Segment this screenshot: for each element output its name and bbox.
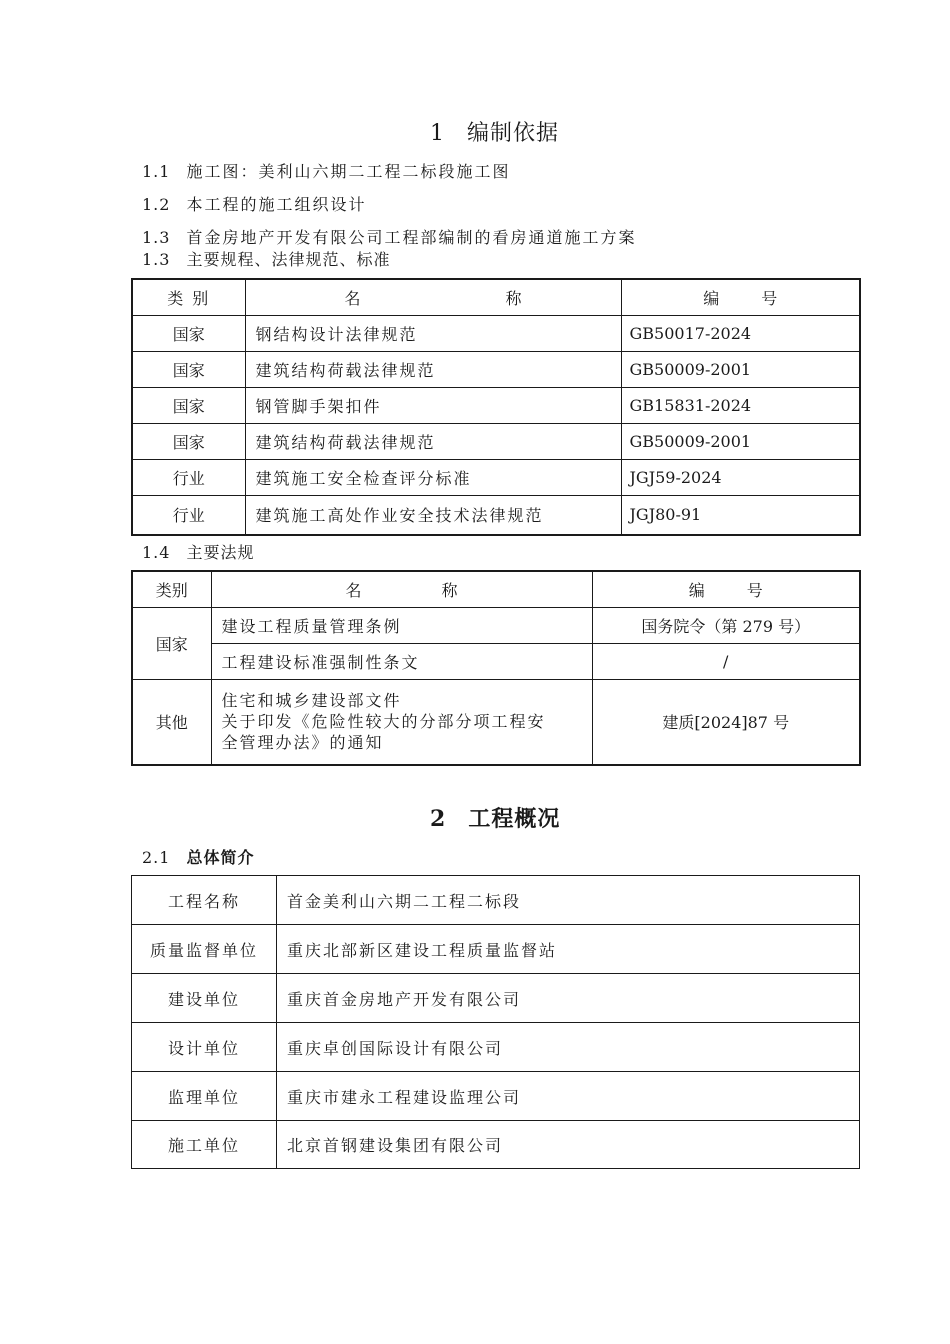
table-row (132, 925, 860, 974)
row-category: 行业 (132, 495, 245, 535)
table-row (132, 459, 860, 495)
name-line: 全管理办法》的通知 (221, 733, 384, 753)
section-number: 1 (430, 121, 445, 146)
table-row (132, 351, 860, 387)
table-header-row (132, 279, 860, 315)
name-line: 住宅和城乡建设部文件 (221, 691, 402, 711)
standards-table (131, 278, 861, 536)
section-title: 工程概况 (468, 806, 561, 832)
row-value: 北京首钢建设集团有限公司 (277, 1121, 860, 1169)
header-category: 类别 (132, 571, 211, 607)
row-category: 行业 (132, 459, 245, 495)
row-code: / (592, 643, 860, 679)
table-row (132, 876, 860, 925)
row-code: GB50017-2024 (621, 315, 860, 351)
header-code-part2: 号 (761, 288, 778, 308)
row-label: 施工单位 (132, 1121, 277, 1169)
table-row (132, 495, 860, 535)
row-name: 建筑施工高处作业安全技术法律规范 (245, 495, 621, 535)
header-name (245, 279, 621, 315)
row-code: GB50009-2001 (621, 423, 860, 459)
row-label: 质量监督单位 (132, 925, 277, 974)
section-2-heading (430, 802, 560, 833)
header-name-part1: 名 (344, 288, 361, 308)
table-row (132, 607, 860, 643)
row-name: 建筑施工安全检查评分标准 (245, 459, 621, 495)
row-label: 设计单位 (132, 1023, 277, 1072)
subsection-number: 1.4 (142, 543, 171, 562)
row-label: 建设单位 (132, 974, 277, 1023)
row-name: 建筑结构荷载法律规范 (245, 423, 621, 459)
section-number: 2 (430, 806, 447, 832)
header-code-part1: 编 (688, 580, 705, 600)
row-name: 钢结构设计法律规范 (245, 315, 621, 351)
header-name-part2: 称 (441, 580, 458, 600)
regulations-table (131, 570, 861, 766)
row-category: 国家 (132, 387, 245, 423)
row-label: 监理单位 (132, 1072, 277, 1121)
subsection-title: 总体简介 (186, 848, 255, 867)
subsection-2-1-heading (142, 845, 254, 868)
section-1-heading (430, 116, 559, 147)
row-code: GB15831-2024 (621, 387, 860, 423)
row-code: JGJ80-91 (621, 495, 860, 535)
subsection-title: 主要法规 (186, 543, 255, 562)
basis-line-2 (142, 192, 366, 215)
header-code (592, 571, 860, 607)
basis-line-1 (142, 159, 510, 182)
header-name-part2: 称 (505, 288, 522, 308)
subsection-1-3-heading (142, 247, 390, 270)
line-text: 本工程的施工组织设计 (186, 195, 367, 214)
header-category: 类 别 (132, 279, 245, 315)
row-category: 国家 (132, 351, 245, 387)
header-code (621, 279, 860, 315)
row-name: 钢管脚手架扣件 (245, 387, 621, 423)
line-number: 1.2 (142, 195, 171, 214)
table-row (132, 974, 860, 1023)
header-code-part2: 号 (746, 580, 763, 600)
row-label: 工程名称 (132, 876, 277, 925)
row-value: 重庆卓创国际设计有限公司 (277, 1023, 860, 1072)
table-row (132, 643, 860, 679)
row-value: 重庆首金房地产开发有限公司 (277, 974, 860, 1023)
row-category: 其他 (132, 679, 211, 765)
name-line: 关于印发《危险性较大的分部分项工程安 (221, 712, 546, 732)
row-category: 国家 (132, 607, 211, 679)
row-name: 建设工程质量管理条例 (211, 607, 592, 643)
table-header-row (132, 571, 860, 607)
table-row (132, 423, 860, 459)
line-number: 1.3 (142, 228, 171, 247)
line-number: 1.1 (142, 162, 171, 181)
row-code: JGJ59-2024 (621, 459, 860, 495)
row-category: 国家 (132, 423, 245, 459)
table-row (132, 1121, 860, 1169)
table-row (132, 387, 860, 423)
row-name (211, 679, 592, 765)
row-value: 重庆市建永工程建设监理公司 (277, 1072, 860, 1121)
row-category: 国家 (132, 315, 245, 351)
row-code: 建质[2024]87 号 (592, 679, 860, 765)
subsection-title: 主要规程、法律规范、标准 (186, 250, 391, 269)
row-value: 首金美利山六期二工程二标段 (277, 876, 860, 925)
basis-line-3 (142, 225, 636, 248)
line-text: 施工图：美利山六期二工程二标段施工图 (186, 162, 511, 181)
subsection-1-4-heading (142, 540, 254, 563)
table-row (132, 315, 860, 351)
overview-table (131, 875, 860, 1169)
row-code: 国务院令（第 279 号） (592, 607, 860, 643)
row-name: 工程建设标准强制性条文 (211, 643, 592, 679)
table-row (132, 1072, 860, 1121)
row-value: 重庆北部新区建设工程质量监督站 (277, 925, 860, 974)
section-title: 编制依据 (467, 121, 560, 146)
line-text: 首金房地产开发有限公司工程部编制的看房通道施工方案 (186, 228, 637, 247)
table-row (132, 679, 860, 765)
row-name: 建筑结构荷载法律规范 (245, 351, 621, 387)
header-name (211, 571, 592, 607)
row-code: GB50009-2001 (621, 351, 860, 387)
header-name-part1: 名 (345, 580, 362, 600)
table-row (132, 1023, 860, 1072)
subsection-number: 2.1 (142, 848, 171, 867)
subsection-number: 1.3 (142, 250, 171, 269)
header-code-part1: 编 (703, 288, 720, 308)
